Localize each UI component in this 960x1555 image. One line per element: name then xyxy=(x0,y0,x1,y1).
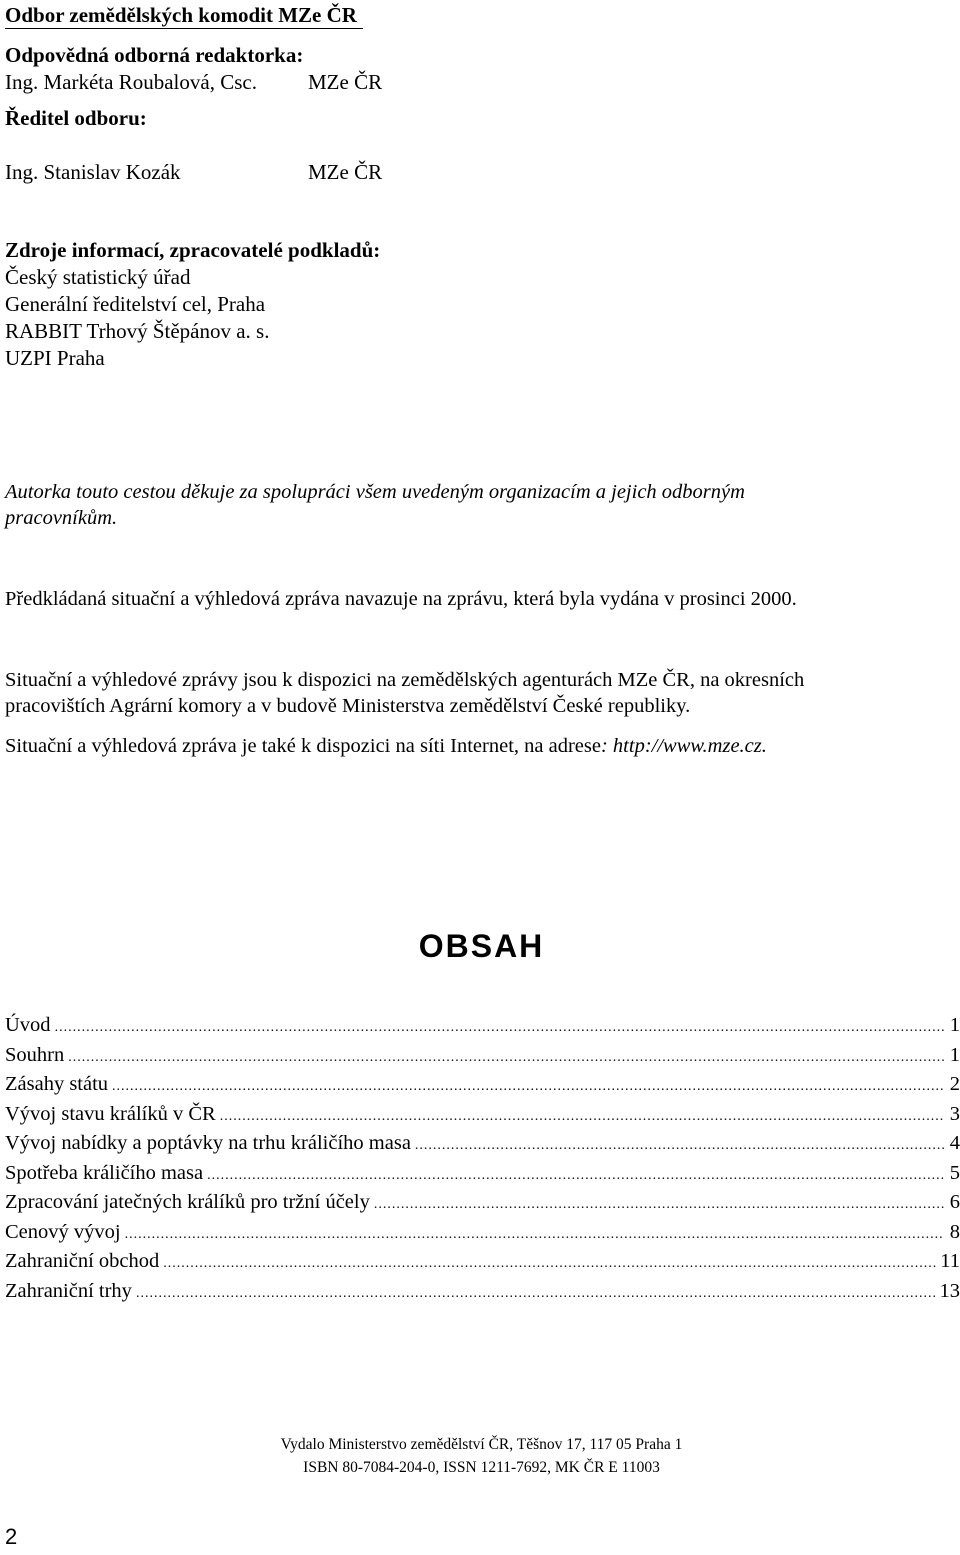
toc-leader-dots xyxy=(68,1044,944,1072)
page-number: 2 xyxy=(5,1524,18,1549)
director-name: Ing. Stanislav Kozák xyxy=(5,160,181,184)
toc-entry-label: Spotřeba králičího masa xyxy=(5,1161,204,1184)
toc-entry-page: 13 xyxy=(939,1279,960,1302)
toc-leader-dots xyxy=(125,1221,944,1249)
toc-entry[interactable] xyxy=(5,1278,960,1308)
thanks-line-2: pracovníkům. xyxy=(5,507,118,529)
source-item: UZPI Praha xyxy=(5,346,105,370)
toc-entry-page: 4 xyxy=(949,1132,960,1154)
toc-entry-page: 3 xyxy=(949,1102,960,1125)
toc-leader-dots xyxy=(136,1280,936,1308)
toc-leader-dots xyxy=(220,1103,944,1131)
thanks-line-1: Autorka touto cestou děkuje za spolupráci všem uvedeným organizacím a jejich odborným xyxy=(5,481,745,503)
director-org: MZe ČR xyxy=(308,160,383,184)
toc-entry-page: 11 xyxy=(940,1250,960,1272)
toc-entry[interactable] xyxy=(5,1219,960,1249)
toc-entry[interactable] xyxy=(5,1071,960,1101)
toc-entry-page: 1 xyxy=(949,1043,960,1066)
toc-entry-page: 6 xyxy=(949,1191,960,1213)
toc-entry[interactable] xyxy=(5,1189,960,1219)
toc-entry-label: Vývoj nabídky a poptávky na trhu králičího masa xyxy=(5,1132,411,1154)
toc-entry-page: 2 xyxy=(949,1073,960,1095)
toc-entry[interactable] xyxy=(5,1042,960,1072)
publisher-line: Vydalo Ministerstvo zemědělství ČR, Těšnov 17, 117 05 Praha 1 xyxy=(280,1436,683,1453)
editor-row xyxy=(5,69,505,96)
toc-leader-dots xyxy=(374,1191,944,1219)
director-row xyxy=(5,159,505,186)
source-item: Český statistický úřad xyxy=(5,265,191,289)
toc-entry-page: 5 xyxy=(949,1161,960,1184)
director-heading: Ředitel odboru: xyxy=(5,106,147,130)
paragraph-internet xyxy=(5,733,767,759)
department-title: Odbor zemědělských komodit MZe ČR xyxy=(5,2,363,29)
toc-entry-label: Zásahy státu xyxy=(5,1073,109,1095)
toc-entry-label: Souhrn xyxy=(5,1043,65,1066)
internet-text: Situační a výhledová zpráva je také k dispozici na síti Internet, na adrese xyxy=(5,735,601,757)
toc-entry[interactable] xyxy=(5,1248,960,1278)
toc-leader-dots xyxy=(55,1014,944,1042)
toc-leader-dots xyxy=(112,1073,944,1101)
internet-url-link[interactable]: : http://www.mze.cz. xyxy=(600,735,767,757)
toc-leader-dots xyxy=(163,1250,936,1278)
paragraph-availability-line-1: Situační a výhledové zprávy jsou k dispozici na zemědělských agenturách MZe ČR, na okresních xyxy=(5,669,805,691)
toc-entry[interactable] xyxy=(5,1101,960,1131)
paragraph-availability-line-2: pracovištích Agrární komory a v budově Ministerstva zemědělství České republiky. xyxy=(5,695,691,717)
source-item: RABBIT Trhový Štěpánov a. s. xyxy=(5,319,270,343)
source-item: Generální ředitelství cel, Praha xyxy=(5,292,266,316)
toc-leader-dots xyxy=(415,1132,944,1160)
toc-entry-label: Zahraniční obchod xyxy=(5,1250,160,1272)
toc-entry[interactable] xyxy=(5,1130,960,1160)
editor-name: Ing. Markéta Roubalová, Csc. xyxy=(5,70,257,94)
toc-entry[interactable] xyxy=(5,1160,960,1190)
sources-heading: Zdroje informací, zpracovatelé podkladů: xyxy=(5,238,381,262)
paragraph-previous-report: Předkládaná situační a výhledová zpráva navazuje na zprávu, která byla vydána v prosinci 2000. xyxy=(5,588,797,610)
toc-entry-label: Zpracování jatečných králíků pro tržní účely xyxy=(5,1191,370,1213)
editor-heading: Odpovědná odborná redaktorka: xyxy=(5,43,304,67)
editor-org: MZe ČR xyxy=(308,70,383,94)
toc-entry[interactable] xyxy=(5,1012,960,1042)
toc-entry-label: Cenový vývoj xyxy=(5,1220,121,1243)
toc-entry-label: Vývoj stavu králíků v ČR xyxy=(5,1102,216,1125)
toc-leader-dots xyxy=(207,1162,944,1190)
toc-entry-label: Úvod xyxy=(5,1014,51,1036)
toc-title: OBSAH xyxy=(418,928,545,964)
isbn-line: ISBN 80-7084-204-0, ISSN 1211-7692, MK ČR E 11003 xyxy=(303,1459,660,1476)
toc-entry-label: Zahraniční trhy xyxy=(5,1279,132,1302)
toc-entry-page: 8 xyxy=(949,1220,960,1243)
table-of-contents xyxy=(5,1012,960,1307)
toc-entry-page: 1 xyxy=(949,1014,960,1036)
